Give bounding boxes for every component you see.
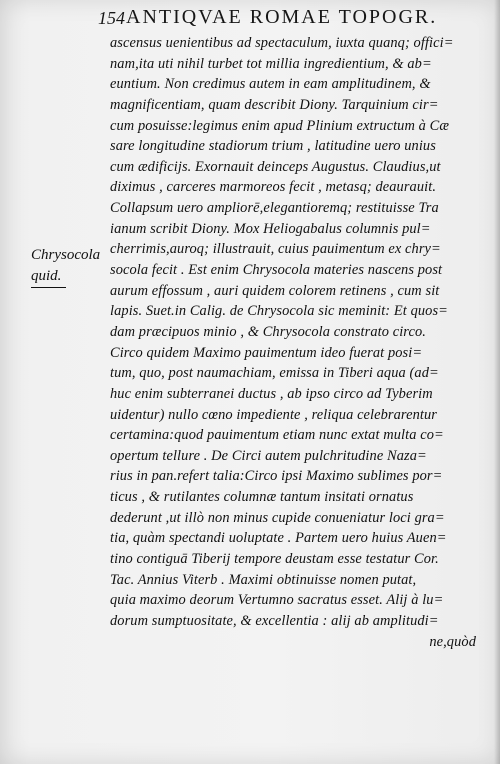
text-line: magnificentiam, quam describit Diony. Tarquinium cir= (110, 96, 439, 113)
text-line: tia, quàm spectandi uoluptate . Partem uero huius Auen= (110, 530, 447, 547)
text-line: dam præcipuos minio , & Chrysocola constrato circo. (110, 323, 426, 340)
text-line: uidentur) nullo cœno impediente , reliqua celebrarentur (110, 406, 437, 423)
marginal-note-line: quid. (31, 268, 62, 284)
text-line: Tac. Annius Viterb . Maximi obtinuisse nomen putat, (110, 571, 417, 588)
text-line: huc enim subterranei ductus , ab ipso circo ad Tyberim (110, 385, 433, 402)
text-line: cherrimis,auroq; illustrauit, cuius pauimentum ex chry= (110, 241, 441, 258)
running-head (98, 6, 490, 32)
text-line: certamina:quod pauimentum etiam nunc extat multa co= (110, 427, 444, 444)
page-edge-shadow (494, 0, 500, 764)
text-line: tum, quo, post naumachiam, emissa in Tiberi aqua (ad= (110, 365, 439, 382)
marginal-note (31, 245, 111, 287)
body-text (110, 33, 476, 652)
text-line: euntium. Non credimus autem in eam amplitudinem, & (110, 76, 431, 93)
text-line: rius in pan.refert talia:Circo ipsi Maximo sublimes por= (110, 468, 443, 485)
text-line: ascensus uenientibus ad spectaculum, iuxta quanq; offici= (110, 35, 454, 51)
text-line: quia maximo deorum Vertumno sacratus esset. Alij à lu= (110, 592, 444, 609)
text-line: aurum effossum , auri quidem colorem retinens , cum sit (110, 282, 440, 299)
text-line: sare longitudine stadiorum trium , latitudine uero unius (110, 138, 436, 155)
text-line: ticus , & rutilantes columnæ tantum insitati ornatus (110, 489, 414, 506)
text-line: dorum sumptuositate, & excellentia : alij ab amplitudi= (110, 612, 439, 629)
text-line: opertum tellure . De Circi autem pulchritudine Naza= (110, 447, 427, 464)
text-line: diximus , carceres marmoreos fecit , metasq; deaurauit. (110, 179, 437, 196)
text-line: tino contiguā Tiberij tempore deustam esse testatur Cor. (110, 551, 439, 568)
page-number: 154 (98, 8, 125, 28)
marginal-note-underline (31, 287, 66, 288)
text-line: lapis. Suet.in Calig. de Chrysocola sic meminit: Et quos= (110, 303, 448, 320)
text-line: dederunt ,ut illò non minus cupide conueniatur loci gra= (110, 509, 445, 526)
text-line: nam,ita uti nihil turbet tot millia ingredientium, & ab= (110, 55, 432, 72)
text-line: cum ædificijs. Exornauit deinceps Augustus. Claudius,ut (110, 158, 441, 175)
marginal-note-line: Chrysocola (31, 247, 101, 263)
text-line: Circo quidem Maximo pauimentum ideo fuerat posi= (110, 344, 423, 361)
catchword-line: ne,quòd (429, 633, 476, 650)
text-line: ianum scribit Diony. Mox Heliogabalus columnis pul= (110, 220, 431, 237)
text-line: Collapsum uero ampliorē,elegantioremq; restituisse Tra (110, 200, 439, 217)
text-line: cum posuisse:legimus enim apud Plinium extructum à Cæ (110, 117, 450, 134)
running-title: ANTIQVAE ROMAE TOPOGR. (126, 6, 438, 28)
text-line: socola fecit . Est enim Chrysocola materies nascens post (110, 262, 443, 279)
